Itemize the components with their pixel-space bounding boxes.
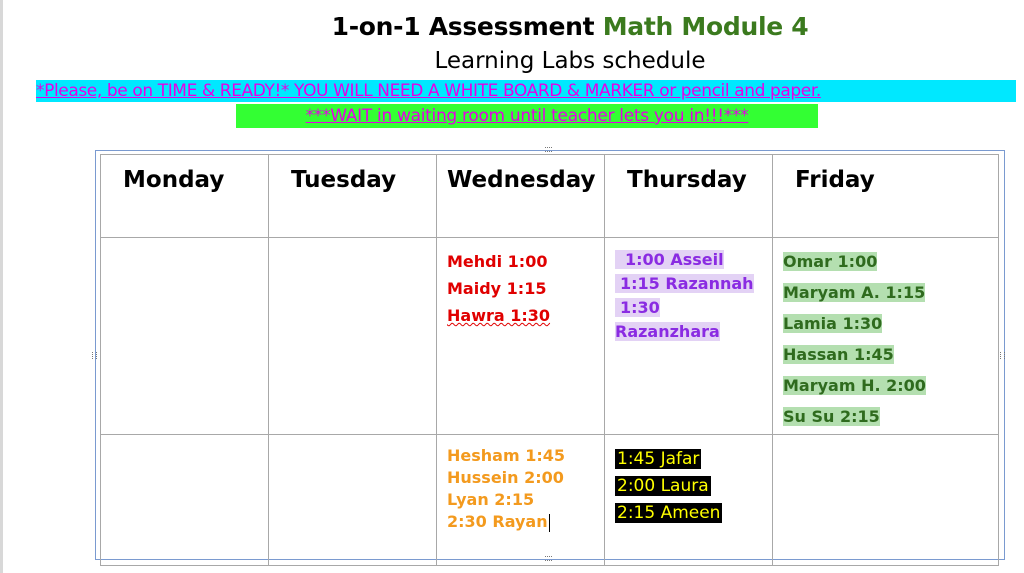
wednesday-slot-2[interactable]	[437, 435, 605, 566]
list-item: Maidy 1:15	[447, 279, 547, 298]
list-item	[447, 511, 604, 533]
list-item: Maryam H. 2:00	[783, 376, 926, 395]
friday-slot-1[interactable]	[773, 238, 999, 435]
frame-handle-left[interactable]	[92, 352, 97, 359]
day-header-friday: Friday	[773, 155, 999, 238]
table-row	[101, 435, 999, 566]
list-item: 2:00 Laura	[617, 476, 709, 496]
list-item-text: 2:30 Rayan	[447, 512, 548, 531]
notice-waiting-room: ***WAIT in waiting room until teacher lets you in!!!***	[236, 104, 818, 128]
text-cursor	[549, 514, 550, 532]
list-item: Mehdi 1:00	[447, 252, 548, 271]
table-row	[101, 238, 999, 435]
thursday-slot-2[interactable]	[605, 435, 773, 566]
day-header-thursday: Thursday	[605, 155, 773, 238]
spellcheck-name: Hawra 1:30	[447, 306, 551, 325]
list-item: Lyan 2:15	[447, 490, 535, 509]
day-header-wednesday: Wednesday	[437, 155, 605, 238]
list-item: Hussein 2:00	[447, 468, 564, 487]
day-header-monday: Monday	[101, 155, 269, 238]
title-part-1: 1-on-1 Assessment	[331, 12, 595, 41]
list-item: Su Su 2:15	[783, 407, 880, 426]
frame-handle-top[interactable]	[545, 147, 552, 152]
list-item: 1:15 Razannah	[615, 274, 754, 293]
list-item: Maryam A. 1:15	[783, 283, 926, 302]
list-item: 2:15 Ameen	[617, 503, 721, 523]
notice-materials: *Please, be on TIME & READY!* YOU WILL NEED A WHITE BOARD & MARKER or pencil and paper.	[36, 80, 1016, 102]
frame-handle-right[interactable]	[1000, 352, 1005, 359]
wednesday-slot-1[interactable]	[437, 238, 605, 435]
document-title	[0, 12, 1024, 41]
title-part-2: Math Module 4	[602, 12, 809, 41]
thursday-slot-1[interactable]	[605, 238, 773, 435]
tuesday-slot-1[interactable]	[269, 238, 437, 435]
list-item: 1:00 Asseil	[615, 250, 724, 269]
schedule-table	[100, 154, 999, 566]
list-item: 1:30	[615, 298, 660, 317]
list-item: Razanzhara	[615, 322, 720, 341]
monday-slot-2[interactable]	[101, 435, 269, 566]
document-subtitle: Learning Labs schedule	[434, 48, 706, 74]
page-edge	[0, 0, 3, 573]
list-item: Hesham 1:45	[447, 446, 565, 465]
table-header-row	[101, 155, 999, 238]
list-item: 1:45 Jafar	[617, 449, 700, 469]
tuesday-slot-2[interactable]	[269, 435, 437, 566]
monday-slot-1[interactable]	[101, 238, 269, 435]
list-item: Hassan 1:45	[783, 345, 894, 364]
list-item: Omar 1:00	[783, 252, 878, 271]
list-item	[447, 302, 604, 329]
friday-slot-2[interactable]	[773, 435, 999, 566]
day-header-tuesday: Tuesday	[269, 155, 437, 238]
list-item: Lamia 1:30	[783, 314, 883, 333]
